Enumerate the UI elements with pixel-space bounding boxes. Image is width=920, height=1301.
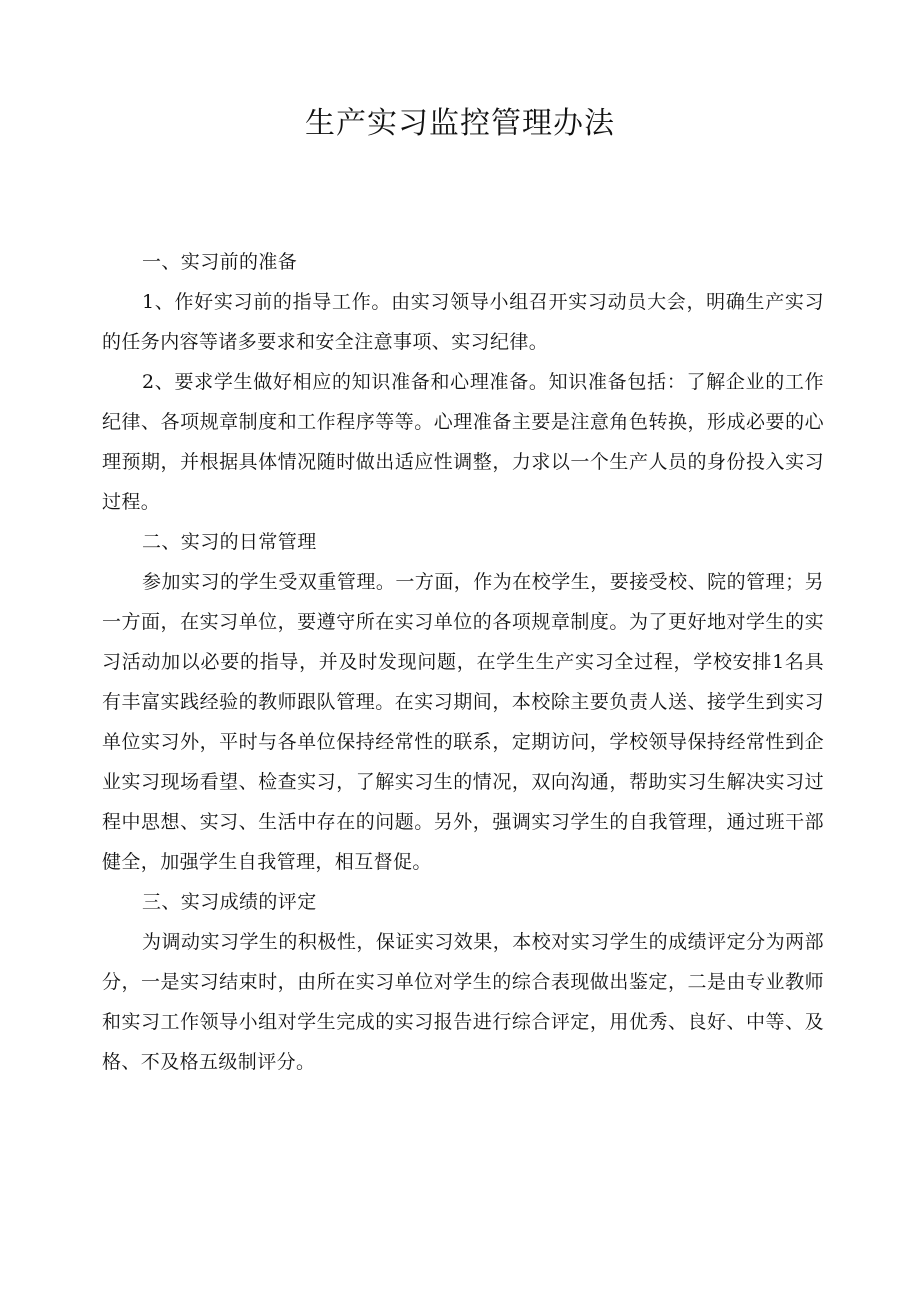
paragraph-dual-management: 参加实习的学生受双重管理。一方面，作为在校学生，要接受校、院的管理；另一方面，在实习单位，要遵守所在实习单位的各项规章制度。为了更好地对学生的实习活动加以必要的指导，并及时发现问题，在学生生产实习全过程，学校安排1名具有丰富实践经验的教师跟队管理。在实习期间，本校除主要负责人送、接学生到实习单位实习外，平时与各单位保持经常性的联系，定期访问，学校领导保持经常性到企业实习现场看望、检查实习，了解实习生的情况，双向沟通，帮助实习生解决实习过程中思想、实习、生活中存在的问题。另外，强调实习学生的自我管理，通过班干部健全，加强学生自我管理，相互督促。: [102, 571, 824, 873]
section-heading-daily-management: 二、实习的日常管理: [142, 531, 317, 553]
paragraph-guidance: 1、作好实习前的指导工作。由实习领导小组召开实习动员大会，明确生产实习的任务内容等诸多要求和安全注意事项、实习纪律。: [102, 291, 824, 353]
document-body: [102, 242, 824, 1082]
paragraph-knowledge-preparation: 2、要求学生做好相应的知识准备和心理准备。知识准备包括：了解企业的工作纪律、各项规章制度和工作程序等等。心理准备主要是注意角色转换，形成必要的心理预期，并根据具体情况随时做出适应性调整，力求以一个生产人员的身份投入实习过程。: [102, 371, 824, 513]
paragraph-grading: 为调动实习学生的积极性，保证实习效果，本校对实习学生的成绩评定分为两部分，一是实习结束时，由所在实习单位对学生的综合表现做出鉴定，二是由专业教师和实习工作领导小组对学生完成的实习报告进行综合评定，用优秀、良好、中等、及格、不及格五级制评分。: [102, 931, 824, 1073]
document-title: 生产实习监控管理办法: [305, 106, 615, 141]
section-heading-preparation: 一、实习前的准备: [142, 251, 298, 273]
section-heading-evaluation: 三、实习成绩的评定: [142, 891, 317, 913]
